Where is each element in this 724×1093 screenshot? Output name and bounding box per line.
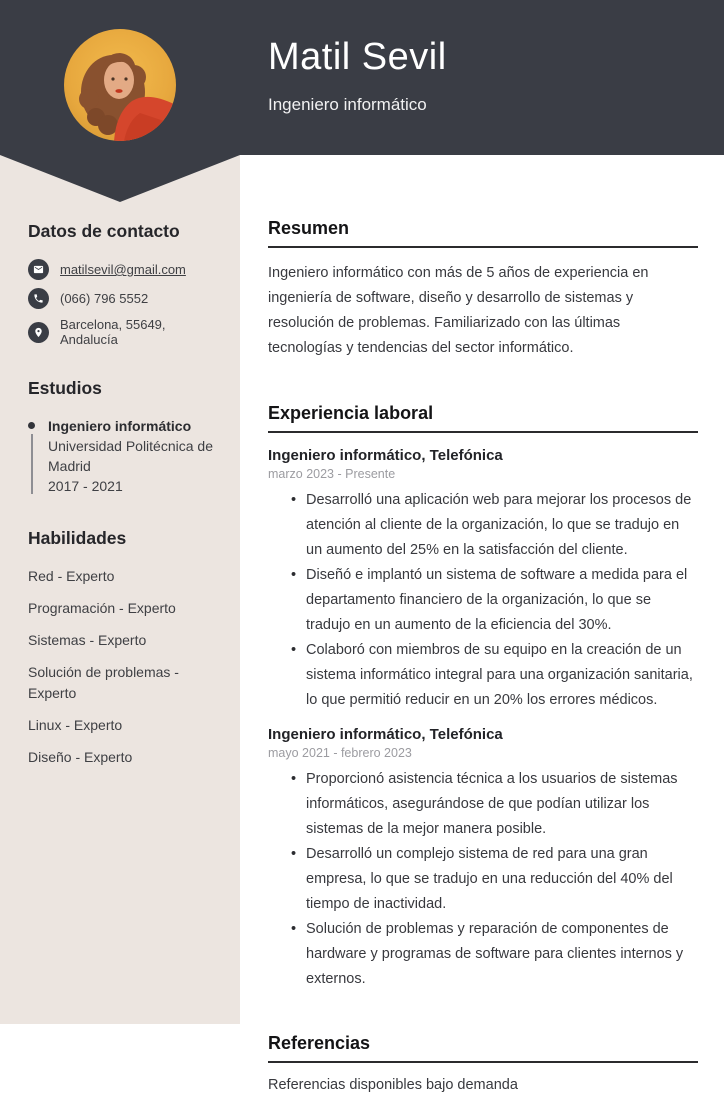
main-content [268,218,698,1093]
references-section [268,1033,698,1093]
skills-section [28,528,220,768]
experience-section [268,403,698,992]
header-text-block [268,37,447,115]
contact-section [28,221,220,347]
location-text: Barcelona, 55649, Andalucía [60,317,166,347]
phone-icon [28,288,49,309]
person-name: Matil Sevil [268,36,447,78]
phone-number: (066) 796 5552 [60,291,149,306]
job-dates: mayo 2021 - febrero 2023 [268,746,412,760]
contact-row-location [28,317,220,347]
education-degree: Ingeniero informático [48,418,192,434]
references-text: Referencias disponibles bajo demanda [268,1077,518,1093]
education-dates: 2017 - 2021 [48,478,123,494]
job-dates: marzo 2023 - Presente [268,467,396,481]
person-job-title: Ingeniero informático [268,94,427,114]
summary-heading: Resumen [268,218,698,248]
sidebar [0,155,240,1024]
job-bullet: • Desarrolló un complejo sistema de red para una gran empresa, lo que se tradujo en una reducción del 40% del tiempo de inactividad. [291,842,698,917]
job-title: Ingeniero informático, Telefónica [268,726,503,743]
timeline-dot [28,422,35,429]
job-bullet-list [268,488,698,713]
references-heading: Referencias [268,1033,698,1063]
education-heading: Estudios [28,378,102,398]
summary-section [268,218,698,361]
job-entry [268,446,698,713]
contact-row-email [28,259,220,280]
job-entry [268,725,698,992]
job-bullet-list [268,767,698,992]
avatar [64,29,176,141]
location-icon [28,322,49,343]
education-school: Universidad Politécnica de Madrid [48,438,213,474]
skill-item: Diseño - Experto [28,749,133,765]
education-item [28,416,220,496]
skill-item: Linux - Experto [28,717,123,733]
job-bullet: • Colaboró con miembros de su equipo en la creación de un sistema informático integral para una organización sanitaria, lo que permitió reducir en un 20% los errores médicos. [291,638,698,713]
skill-item: Solución de problemas - Experto [28,664,179,701]
education-timeline-marker [28,416,35,496]
job-bullet: • Diseñó e implantó un sistema de software a medida para el departamento financiero de la organización, lo que se tradujo en un aumento de la eficiencia del 30%. [291,563,698,638]
avatar-illustration [64,29,176,141]
job-bullet: • Proporcionó asistencia técnica a los usuarios de sistemas informáticos, asegurándose de que podían utilizar los sistemas de la mejor manera posible. [291,767,698,842]
summary-text: Ingeniero informático con más de 5 años de experiencia en ingeniería de software, diseño y desarrollo de sistemas y resolución de problemas. Familiarizado con las últimas tecnologías y tendencias del sector informático. [268,265,649,356]
skill-list [28,566,220,768]
job-bullet: • Desarrolló una aplicación web para mejorar los procesos de atención al cliente de la organización, lo que se tradujo en un aumento del 25% en la satisfacción del cliente. [291,488,698,563]
job-title: Ingeniero informático, Telefónica [268,447,503,464]
job-bullet: • Solución de problemas y reparación de componentes de hardware y programas de software para clientes internos y externos. [291,917,698,992]
skill-item: Red - Experto [28,568,115,584]
education-section [28,378,220,496]
skills-heading: Habilidades [28,528,127,548]
skill-item: Sistemas - Experto [28,632,147,648]
email-link[interactable]: matilsevil@gmail.com [60,262,186,277]
email-icon [28,259,49,280]
experience-heading: Experiencia laboral [268,403,698,433]
contact-heading: Datos de contacto [28,221,180,241]
contact-row-phone [28,288,220,309]
skill-item: Programación - Experto [28,600,176,616]
timeline-line [31,434,33,494]
education-details [48,416,220,496]
